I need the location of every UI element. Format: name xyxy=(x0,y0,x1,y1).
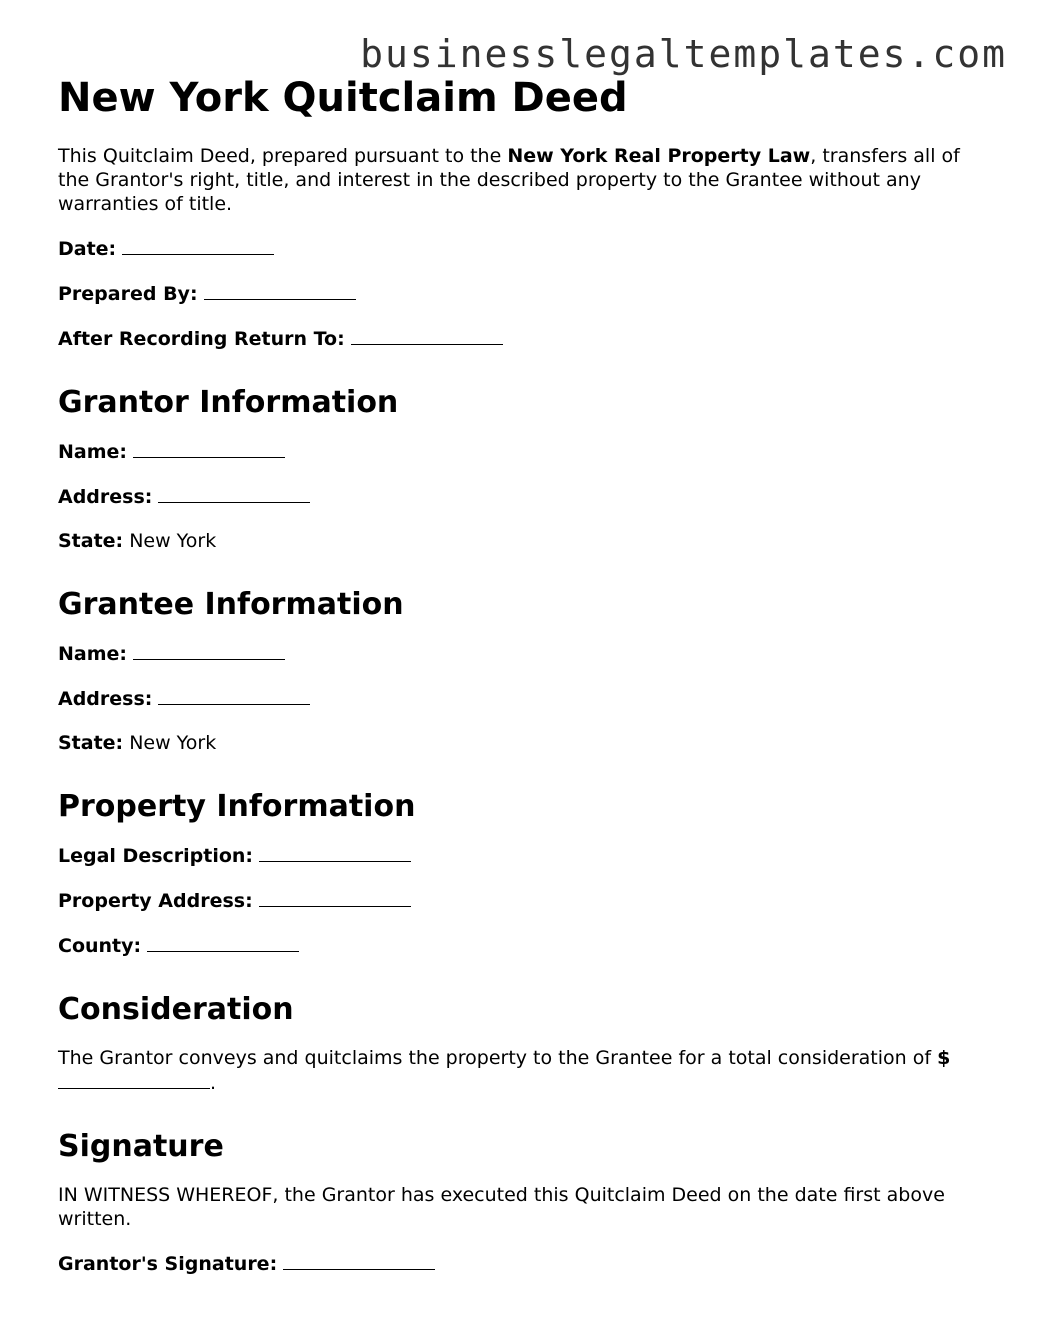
county-blank[interactable] xyxy=(147,933,299,952)
signature-heading: Signature xyxy=(58,1129,224,1164)
grantee-name-label: Name: xyxy=(58,643,128,665)
consideration-heading: Consideration xyxy=(58,992,294,1027)
grantor-name-label: Name: xyxy=(58,441,128,463)
intro-text-pre: This Quitclaim Deed, prepared pursuant to the xyxy=(58,145,508,167)
intro-paragraph xyxy=(58,144,988,216)
date-blank[interactable] xyxy=(122,236,274,255)
county-label: County: xyxy=(58,935,142,957)
property-address-blank[interactable] xyxy=(259,888,411,907)
document-title: New York Quitclaim Deed xyxy=(58,75,628,121)
property-address-field xyxy=(58,888,988,913)
watermark: businesslegaltemplates.com xyxy=(360,32,1007,76)
grantor-address-field xyxy=(58,484,988,509)
prepared-by-label: Prepared By: xyxy=(58,283,198,305)
currency-symbol: $ xyxy=(937,1047,951,1069)
grantor-name-field xyxy=(58,439,988,464)
grantee-name-blank[interactable] xyxy=(133,641,285,660)
grantor-signature-field xyxy=(58,1251,988,1276)
county-field xyxy=(58,933,988,958)
return-to-blank[interactable] xyxy=(351,326,503,345)
intro-law-name: New York Real Property Law xyxy=(507,145,811,167)
prepared-by-field xyxy=(58,281,988,306)
return-to-label: After Recording Return To: xyxy=(58,328,345,350)
grantor-state-field xyxy=(58,529,988,553)
legal-description-label: Legal Description: xyxy=(58,845,254,867)
grantee-state-field xyxy=(58,731,988,755)
grantor-name-blank[interactable] xyxy=(133,439,285,458)
legal-description-field xyxy=(58,843,988,868)
property-heading: Property Information xyxy=(58,789,416,824)
grantor-state-value: New York xyxy=(129,530,217,552)
consideration-text: The Grantor conveys and quitclaims the property to the Grantee for a total consideration of xyxy=(58,1047,938,1069)
property-address-label: Property Address: xyxy=(58,890,253,912)
intro-text-post: , transfers all of the Grantor's right, title, and interest in the described property to the Grantee without any warranties of title. xyxy=(58,145,960,215)
date-field xyxy=(58,236,988,261)
grantee-address-label: Address: xyxy=(58,688,153,710)
grantor-address-label: Address: xyxy=(58,486,153,508)
grantor-heading: Grantor Information xyxy=(58,385,399,420)
grantor-signature-blank[interactable] xyxy=(283,1251,435,1270)
grantee-address-blank[interactable] xyxy=(158,686,310,705)
document-body xyxy=(58,70,988,1276)
return-to-field xyxy=(58,326,988,351)
prepared-by-blank[interactable] xyxy=(204,281,356,300)
date-label: Date: xyxy=(58,238,117,260)
signature-paragraph: IN WITNESS WHEREOF, the Grantor has executed this Quitclaim Deed on the date first above written. xyxy=(58,1184,945,1230)
grantee-state-value: New York xyxy=(129,732,217,754)
grantee-state-label: State: xyxy=(58,732,124,754)
consideration-amount-blank[interactable] xyxy=(58,1070,210,1089)
consideration-end: . xyxy=(210,1072,217,1094)
consideration-paragraph xyxy=(58,1046,988,1095)
grantor-address-blank[interactable] xyxy=(158,484,310,503)
grantee-heading: Grantee Information xyxy=(58,587,404,622)
grantee-address-field xyxy=(58,686,988,711)
grantor-state-label: State: xyxy=(58,530,124,552)
legal-description-blank[interactable] xyxy=(259,843,411,862)
grantee-name-field xyxy=(58,641,988,666)
grantor-signature-label: Grantor's Signature: xyxy=(58,1253,278,1275)
